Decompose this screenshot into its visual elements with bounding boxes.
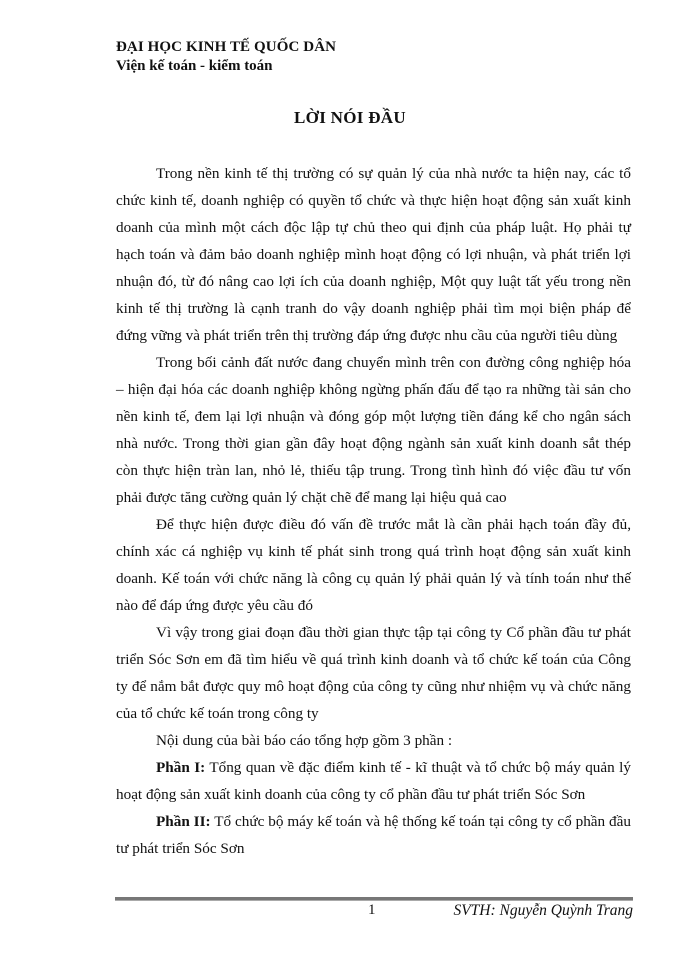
- department-name: Viện kế toán - kiểm toán: [116, 58, 273, 74]
- page-title: LỜI NÓI ĐẦU: [294, 108, 406, 127]
- paragraph: [116, 619, 631, 727]
- section-item-part-1: [116, 754, 631, 808]
- institution-name: ĐẠI HỌC KINH TẾ QUỐC DÂN: [116, 39, 337, 55]
- paragraph-text: Nội dung của bài báo cáo tổng hợp gồm 3 phần :: [156, 732, 453, 749]
- paragraph: [116, 349, 631, 511]
- section-description: Tổ chức bộ máy kế toán và hệ thống kế toán tại công ty cổ phần đầu tư phát triển Sóc Sơn: [116, 813, 631, 857]
- page-footer: [115, 902, 633, 924]
- paragraph-text: Để thực hiện được điều đó vấn đề trước mắt là cần phải hạch toán đầy đủ, chính xác cá nghiệp vụ kinh tế phát sinh trong quá trình hoạt động sản xuất kinh doanh. Kế toán với chức năng là công cụ quản lý phải quản lý và tính toán như thế nào để đáp ứng được yêu cầu đó: [116, 516, 631, 614]
- page-number: 1: [368, 902, 376, 918]
- footer-author: SVTH: Nguyễn Quỳnh Trang: [453, 902, 633, 919]
- section-item-part-2: [116, 808, 631, 862]
- paragraph: [116, 511, 631, 619]
- section-description: Tổng quan về đặc điểm kinh tế - kĩ thuật và tổ chức bộ máy quản lý hoạt động sản xuất kinh doanh của công ty cổ phần đầu tư phát triển Sóc Sơn: [116, 759, 631, 803]
- paragraph-text: Trong bối cảnh đất nước đang chuyển mình trên con đường công nghiệp hóa – hiện đại hóa các doanh nghiệp không ngừng phấn đấu để tạo ra những tài sản cho nền kinh tế, đem lại lợi nhuận và đóng góp một lượng tiền đáng kể cho ngân sách nhà nước. Trong thời gian gần đây hoạt động ngành sản xuất kinh doanh sắt thép còn thực hiện tràn lan, nhỏ lẻ, thiếu tập trung. Trong tình hình đó việc đầu tư vốn phải được tăng cường quản lý chặt chẽ để mang lại hiệu quả cao: [116, 354, 631, 506]
- paragraph-text: Vì vậy trong giai đoạn đầu thời gian thực tập tại công ty Cổ phần đầu tư phát triển Sóc Sơn em đã tìm hiểu về quá trình kinh doanh và tổ chức kế toán của Công ty để nắm bắt được quy mô hoạt động của công ty cũng như nhiệm vụ và chức năng của tổ chức kế toán trong công ty: [116, 624, 631, 722]
- paragraph-text: Trong nền kinh tế thị trường có sự quản lý của nhà nước ta hiện nay, các tổ chức kinh tế, doanh nghiệp có quyền tổ chức và thực hiện hoạt động sản xuất kinh doanh của mình một cách độc lập tự chủ theo qui định của pháp luật. Họ phải tự hạch toán và đảm bảo doanh nghiệp mình hoạt động có lợi nhuận, và phát triển lợi nhuận đó, từ đó nâng cao lợi ích của doanh nghiệp, Một quy luật tất yếu trong nền kinh tế thị trường là cạnh tranh do vậy doanh nghiệp phải tìm mọi biện pháp để đứng vững và phát triển trên thị trường đáp ứng được nhu cầu của người tiêu dùng: [116, 165, 631, 344]
- document-body: [116, 160, 631, 862]
- footer-divider: [115, 897, 633, 901]
- paragraph: [116, 727, 631, 754]
- document-header: [116, 38, 336, 76]
- section-label: Phần II:: [156, 813, 211, 830]
- paragraph: [116, 160, 631, 349]
- section-label: Phần I:: [156, 759, 206, 776]
